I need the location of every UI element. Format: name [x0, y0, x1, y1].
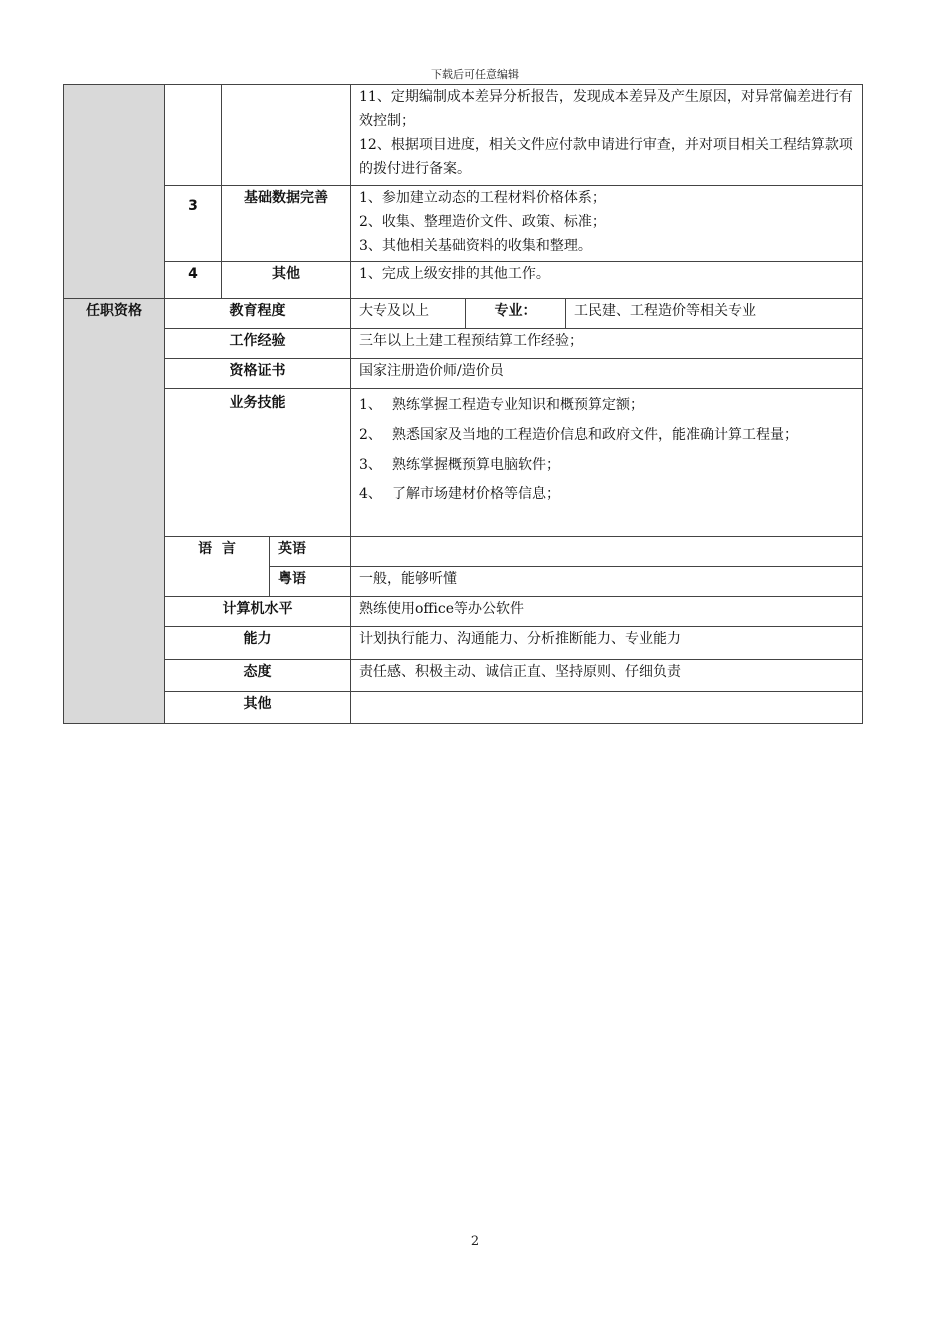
skill-item — [359, 480, 854, 509]
duty-number: 4 — [165, 262, 222, 299]
certificate-label: 资格证书 — [165, 359, 351, 389]
duty-items-cell — [351, 85, 863, 186]
cantonese-value: 一般，能够听懂 — [351, 567, 863, 597]
skill-text: 熟悉国家及当地的工程造价信息和政府文件，能准确计算工程量； — [392, 427, 798, 443]
computer-row — [64, 597, 863, 627]
skills-label: 业务技能 — [165, 389, 351, 537]
certificate-row — [64, 359, 863, 389]
duty-item: 2、收集、整理造价文件、政策、标准； — [359, 214, 606, 230]
skills-row — [64, 389, 863, 537]
skill-number: 4、 — [359, 486, 382, 502]
language-english-row — [64, 537, 863, 567]
duty-row-4 — [64, 262, 863, 299]
skill-number: 2、 — [359, 427, 382, 443]
major-label: 专业： — [466, 299, 566, 329]
other-label: 其他 — [165, 692, 351, 724]
experience-value: 三年以上土建工程预结算工作经验； — [351, 329, 863, 359]
page-number: 2 — [470, 1234, 480, 1249]
education-row — [64, 299, 863, 329]
skill-text: 熟练掌握概预算电脑软件； — [392, 457, 560, 473]
duty-item: 12、根据项目进度，相关文件应付款申请进行审查，并对项目相关工程结算款项的拨付进行备案。 — [359, 137, 853, 177]
attitude-value: 责任感、积极主动、诚信正直、坚持原则、仔细负责 — [351, 660, 863, 692]
duties-section-label — [64, 85, 165, 299]
skill-item — [359, 391, 854, 420]
qualifications-section-label: 任职资格 — [64, 299, 165, 724]
duty-item: 11、定期编制成本差异分析报告，发现成本差异及产生原因，对异常偏差进行有效控制； — [359, 89, 853, 129]
skill-item — [359, 420, 854, 451]
education-label: 教育程度 — [165, 299, 351, 329]
duty-row-continued — [64, 85, 863, 186]
education-value: 大专及以上 — [351, 299, 466, 329]
duty-item: 1、完成上级安排的其他工作。 — [359, 266, 550, 282]
experience-label: 工作经验 — [165, 329, 351, 359]
duty-name-cell — [222, 85, 351, 186]
skill-number: 3、 — [359, 457, 382, 473]
language-label: 语 言 — [165, 537, 270, 597]
major-value: 工民建、工程造价等相关专业 — [566, 299, 863, 329]
duty-items-cell — [351, 186, 863, 262]
duty-items-cell — [351, 262, 863, 299]
skill-item — [359, 451, 854, 480]
computer-value: 熟练使用office等办公软件 — [351, 597, 863, 627]
cantonese-label: 粤语 — [270, 567, 351, 597]
other-row — [64, 692, 863, 724]
duty-number: 3 — [165, 186, 222, 262]
ability-label: 能力 — [165, 627, 351, 660]
attitude-row — [64, 660, 863, 692]
job-description-table — [63, 84, 863, 724]
experience-row — [64, 329, 863, 359]
page-header: 下载后可任意编辑 — [431, 68, 519, 81]
skill-text: 熟练掌握工程造专业知识和概预算定额； — [392, 397, 644, 413]
certificate-value: 国家注册造价师/造价员 — [351, 359, 863, 389]
duty-number-cell — [165, 85, 222, 186]
duty-item: 3、其他相关基础资料的收集和整理。 — [359, 238, 592, 254]
skill-number: 1、 — [359, 397, 382, 413]
duty-item: 1、参加建立动态的工程材料价格体系； — [359, 190, 606, 206]
attitude-label: 态度 — [165, 660, 351, 692]
ability-value: 计划执行能力、沟通能力、分析推断能力、专业能力 — [351, 627, 863, 660]
other-value — [351, 692, 863, 724]
ability-row — [64, 627, 863, 660]
computer-label: 计算机水平 — [165, 597, 351, 627]
skills-list — [351, 389, 863, 537]
duty-name: 其他 — [222, 262, 351, 299]
english-label: 英语 — [270, 537, 351, 567]
duty-name: 基础数据完善 — [222, 186, 351, 262]
duty-row-3 — [64, 186, 863, 262]
english-value — [351, 537, 863, 567]
skill-text: 了解市场建材价格等信息； — [392, 486, 560, 502]
